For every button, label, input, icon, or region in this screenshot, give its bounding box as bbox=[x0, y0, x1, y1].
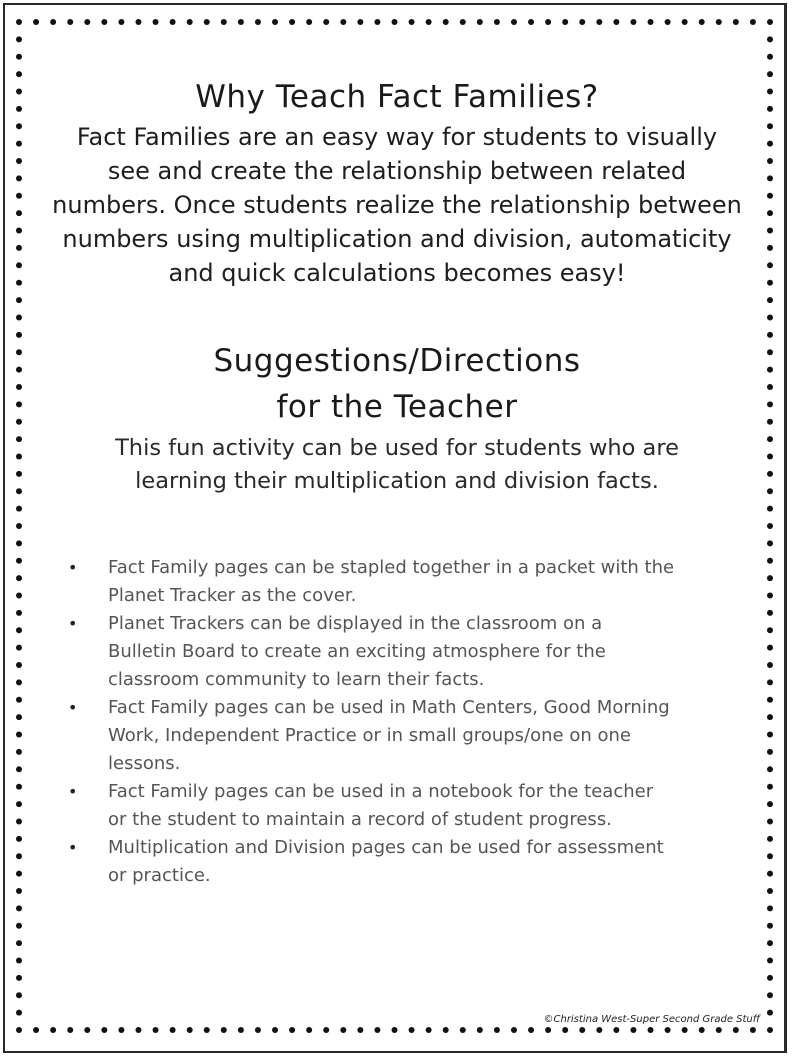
border-dot bbox=[16, 89, 22, 95]
subtitle-line: This fun activity can be used for students who are bbox=[115, 435, 679, 461]
border-dot bbox=[374, 19, 380, 25]
border-dot bbox=[16, 488, 22, 494]
border-dot bbox=[767, 610, 773, 616]
border-dot bbox=[545, 19, 551, 25]
border-dot bbox=[477, 1027, 483, 1033]
border-dot bbox=[118, 19, 124, 25]
bullet-icon: • bbox=[68, 698, 78, 717]
border-dot bbox=[16, 697, 22, 703]
border-dot bbox=[16, 940, 22, 946]
border-dot bbox=[665, 19, 671, 25]
border-dot bbox=[357, 1027, 363, 1033]
list-item-line: classroom community to learn their facts. bbox=[108, 669, 485, 690]
border-dot bbox=[16, 645, 22, 651]
border-dot bbox=[767, 419, 773, 425]
border-dot bbox=[767, 71, 773, 77]
bullet-icon: • bbox=[68, 838, 78, 857]
border-dot bbox=[443, 1027, 449, 1033]
border-dot bbox=[767, 349, 773, 355]
border-dot bbox=[767, 593, 773, 599]
border-dot bbox=[16, 766, 22, 772]
intro-line: numbers using multiplication and division, automaticity bbox=[62, 225, 732, 253]
border-dot bbox=[767, 436, 773, 442]
border-dot bbox=[767, 210, 773, 216]
border-dot bbox=[323, 1027, 329, 1033]
list-item-line: Fact Family pages can be stapled together in a packet with the bbox=[108, 557, 675, 578]
border-dot bbox=[16, 1010, 22, 1016]
border-dot bbox=[767, 54, 773, 60]
border-dot bbox=[767, 679, 773, 685]
border-dot bbox=[648, 19, 654, 25]
border-dot bbox=[682, 1027, 688, 1033]
border-dot bbox=[16, 836, 22, 842]
border-dot bbox=[16, 732, 22, 738]
border-dot bbox=[733, 1027, 739, 1033]
border-dot bbox=[562, 1027, 568, 1033]
border-dot bbox=[67, 1027, 73, 1033]
border-dot bbox=[221, 19, 227, 25]
border-dot bbox=[340, 1027, 346, 1033]
border-dot bbox=[16, 123, 22, 129]
border-dot bbox=[306, 19, 312, 25]
border-dot bbox=[16, 679, 22, 685]
border-dot bbox=[16, 801, 22, 807]
border-dot bbox=[16, 784, 22, 790]
intro-paragraph bbox=[40, 120, 754, 290]
list-item-line: Multiplication and Division pages can be used for assessment bbox=[108, 837, 664, 858]
border-dot bbox=[16, 957, 22, 963]
list-item-line: Planet Tracker as the cover. bbox=[108, 585, 357, 606]
border-dot bbox=[596, 19, 602, 25]
border-dot bbox=[767, 332, 773, 338]
border-dot bbox=[50, 1027, 56, 1033]
border-dot bbox=[289, 19, 295, 25]
border-dot bbox=[16, 558, 22, 564]
border-dot bbox=[323, 19, 329, 25]
border-dot bbox=[767, 836, 773, 842]
border-dot bbox=[153, 1027, 159, 1033]
border-dot bbox=[33, 1027, 39, 1033]
border-dot bbox=[767, 1027, 773, 1033]
border-dot bbox=[392, 1027, 398, 1033]
border-dot bbox=[767, 1010, 773, 1016]
border-dot bbox=[221, 1027, 227, 1033]
border-dot bbox=[50, 19, 56, 25]
border-dot bbox=[767, 106, 773, 112]
border-dot bbox=[33, 19, 39, 25]
border-dot bbox=[255, 1027, 261, 1033]
border-dot bbox=[16, 384, 22, 390]
border-dot bbox=[613, 1027, 619, 1033]
border-dot bbox=[767, 940, 773, 946]
border-dot bbox=[204, 1027, 210, 1033]
border-dot bbox=[630, 1027, 636, 1033]
list-item-line: lessons. bbox=[108, 753, 181, 774]
border-dot bbox=[528, 1027, 534, 1033]
border-dot bbox=[84, 19, 90, 25]
bullet-icon: • bbox=[68, 614, 78, 633]
border-dot bbox=[716, 19, 722, 25]
border-dot bbox=[16, 453, 22, 459]
border-dot bbox=[767, 992, 773, 998]
border-dot bbox=[16, 141, 22, 147]
border-dot bbox=[16, 575, 22, 581]
border-dot bbox=[767, 367, 773, 373]
list-item bbox=[62, 554, 732, 610]
list-item-line: Fact Family pages can be used in a notebook for the teacher bbox=[108, 781, 654, 802]
border-dot bbox=[511, 19, 517, 25]
border-dot bbox=[767, 262, 773, 268]
border-dot bbox=[16, 228, 22, 234]
border-dot bbox=[170, 19, 176, 25]
border-dot bbox=[767, 905, 773, 911]
border-dot bbox=[767, 766, 773, 772]
border-dot bbox=[767, 662, 773, 668]
border-dot bbox=[392, 19, 398, 25]
main-content bbox=[40, 78, 754, 498]
copyright-credit: ©Christina West-Super Second Grade Stuff bbox=[543, 1014, 760, 1025]
border-dot bbox=[16, 593, 22, 599]
border-dot bbox=[16, 871, 22, 877]
border-dot bbox=[16, 158, 22, 164]
border-dot bbox=[750, 1027, 756, 1033]
border-dot bbox=[16, 662, 22, 668]
list-item bbox=[62, 834, 732, 890]
border-dot bbox=[67, 19, 73, 25]
border-dot bbox=[494, 19, 500, 25]
border-dot bbox=[767, 280, 773, 286]
border-dot bbox=[767, 193, 773, 199]
border-dot bbox=[716, 1027, 722, 1033]
border-dot bbox=[767, 558, 773, 564]
border-dot bbox=[767, 19, 773, 25]
border-dot bbox=[16, 818, 22, 824]
border-dot bbox=[16, 471, 22, 477]
border-dot bbox=[596, 1027, 602, 1033]
border-dot bbox=[289, 1027, 295, 1033]
border-dot bbox=[767, 89, 773, 95]
border-dot bbox=[494, 1027, 500, 1033]
border-dot bbox=[16, 106, 22, 112]
border-dot bbox=[767, 523, 773, 529]
border-dot bbox=[767, 175, 773, 181]
border-dot bbox=[767, 453, 773, 459]
list-item bbox=[62, 610, 732, 694]
border-dot bbox=[16, 367, 22, 373]
border-dot bbox=[767, 697, 773, 703]
intro-line: numbers. Once students realize the relationship between bbox=[52, 191, 742, 219]
border-dot bbox=[562, 19, 568, 25]
border-dot bbox=[16, 436, 22, 442]
subtitle-line: learning their multiplication and division facts. bbox=[135, 468, 659, 494]
border-dot bbox=[767, 888, 773, 894]
border-dot bbox=[409, 1027, 415, 1033]
border-dot bbox=[767, 401, 773, 407]
border-dot bbox=[767, 818, 773, 824]
border-dot bbox=[118, 1027, 124, 1033]
border-dot bbox=[767, 384, 773, 390]
border-dot bbox=[648, 1027, 654, 1033]
border-dot bbox=[340, 19, 346, 25]
border-dot bbox=[16, 905, 22, 911]
list-item bbox=[62, 778, 732, 834]
border-dot bbox=[767, 749, 773, 755]
border-dot bbox=[16, 297, 22, 303]
border-dot bbox=[682, 19, 688, 25]
heading-why-teach: Why Teach Fact Families? bbox=[195, 79, 599, 115]
border-dot bbox=[16, 332, 22, 338]
border-dot bbox=[153, 19, 159, 25]
border-dot bbox=[16, 540, 22, 546]
border-dot bbox=[16, 714, 22, 720]
border-dot bbox=[460, 1027, 466, 1033]
border-dot bbox=[204, 19, 210, 25]
border-dot bbox=[767, 123, 773, 129]
list-item-line: Fact Family pages can be used in Math Centers, Good Morning bbox=[108, 697, 670, 718]
border-dot bbox=[16, 71, 22, 77]
border-dot bbox=[135, 19, 141, 25]
list-item-line: Bulletin Board to create an exciting atmosphere for the bbox=[108, 641, 606, 662]
border-dot bbox=[101, 19, 107, 25]
border-dot bbox=[767, 245, 773, 251]
border-dot bbox=[460, 19, 466, 25]
list-item-line: or the student to maintain a record of student progress. bbox=[108, 809, 612, 830]
border-dot bbox=[135, 1027, 141, 1033]
border-dot bbox=[16, 280, 22, 286]
bullet-icon: • bbox=[68, 782, 78, 801]
border-dot bbox=[16, 54, 22, 60]
border-dot bbox=[699, 19, 705, 25]
border-dot bbox=[767, 714, 773, 720]
border-dot bbox=[16, 419, 22, 425]
border-dot bbox=[16, 193, 22, 199]
border-dot bbox=[272, 19, 278, 25]
border-dot bbox=[443, 19, 449, 25]
border-dot bbox=[84, 1027, 90, 1033]
border-dot bbox=[613, 19, 619, 25]
border-dot bbox=[16, 853, 22, 859]
border-dot bbox=[767, 975, 773, 981]
border-dot bbox=[16, 1027, 22, 1033]
border-dot bbox=[767, 540, 773, 546]
border-dot bbox=[16, 262, 22, 268]
border-dot bbox=[767, 784, 773, 790]
list-item-line: Planet Trackers can be displayed in the classroom on a bbox=[108, 613, 603, 634]
border-dot bbox=[767, 575, 773, 581]
border-dot bbox=[16, 245, 22, 251]
border-dot bbox=[767, 36, 773, 42]
border-dot bbox=[767, 158, 773, 164]
border-dot bbox=[187, 19, 193, 25]
border-dot bbox=[579, 1027, 585, 1033]
border-dot bbox=[187, 1027, 193, 1033]
intro-line: Fact Families are an easy way for students to visually bbox=[76, 123, 718, 151]
border-dot bbox=[767, 141, 773, 147]
bullet-icon: • bbox=[68, 558, 78, 577]
border-dot bbox=[767, 923, 773, 929]
border-dot bbox=[426, 1027, 432, 1033]
border-dot bbox=[665, 1027, 671, 1033]
border-dot bbox=[767, 871, 773, 877]
border-dot bbox=[272, 1027, 278, 1033]
border-dot bbox=[750, 19, 756, 25]
border-dot bbox=[16, 627, 22, 633]
border-dot bbox=[16, 401, 22, 407]
border-dot bbox=[477, 19, 483, 25]
border-dot bbox=[699, 1027, 705, 1033]
border-dot bbox=[357, 19, 363, 25]
border-dot bbox=[374, 1027, 380, 1033]
heading-suggestions-line: for the Teacher bbox=[276, 389, 518, 425]
border-dot bbox=[767, 957, 773, 963]
heading-suggestions-line: Suggestions/Directions bbox=[213, 343, 581, 379]
border-dot bbox=[16, 314, 22, 320]
border-dot bbox=[16, 210, 22, 216]
border-dot bbox=[767, 853, 773, 859]
border-dot bbox=[511, 1027, 517, 1033]
border-dot bbox=[16, 610, 22, 616]
border-dot bbox=[767, 471, 773, 477]
border-dot bbox=[16, 349, 22, 355]
border-dot bbox=[767, 645, 773, 651]
border-dot bbox=[409, 19, 415, 25]
border-dot bbox=[16, 175, 22, 181]
border-dot bbox=[579, 19, 585, 25]
border-dot bbox=[16, 975, 22, 981]
suggestions-list bbox=[62, 554, 732, 890]
border-dot bbox=[16, 523, 22, 529]
list-item bbox=[62, 694, 732, 778]
border-dot bbox=[16, 923, 22, 929]
border-dot bbox=[255, 19, 261, 25]
border-dot bbox=[767, 228, 773, 234]
border-dot bbox=[528, 19, 534, 25]
border-dot bbox=[767, 801, 773, 807]
border-dot bbox=[767, 506, 773, 512]
border-dot bbox=[16, 36, 22, 42]
border-dot bbox=[16, 888, 22, 894]
border-dot bbox=[16, 19, 22, 25]
border-dot bbox=[426, 19, 432, 25]
border-dot bbox=[101, 1027, 107, 1033]
border-dot bbox=[733, 19, 739, 25]
intro-line: see and create the relationship between related bbox=[107, 157, 687, 185]
border-dot bbox=[306, 1027, 312, 1033]
border-dot bbox=[545, 1027, 551, 1033]
intro-line: and quick calculations becomes easy! bbox=[168, 259, 626, 287]
border-dot bbox=[16, 992, 22, 998]
border-dot bbox=[16, 506, 22, 512]
border-dot bbox=[238, 1027, 244, 1033]
list-item-line: Work, Independent Practice or in small groups/one on one bbox=[108, 725, 631, 746]
border-dot bbox=[767, 314, 773, 320]
border-dot bbox=[16, 749, 22, 755]
list-item-line: or practice. bbox=[108, 865, 211, 886]
border-dot bbox=[767, 297, 773, 303]
border-dot bbox=[767, 627, 773, 633]
border-dot bbox=[238, 19, 244, 25]
border-dot bbox=[170, 1027, 176, 1033]
border-dot bbox=[767, 488, 773, 494]
suggestions-subtitle bbox=[40, 432, 754, 498]
border-dot bbox=[630, 19, 636, 25]
border-dot bbox=[767, 732, 773, 738]
heading-suggestions bbox=[40, 338, 754, 430]
